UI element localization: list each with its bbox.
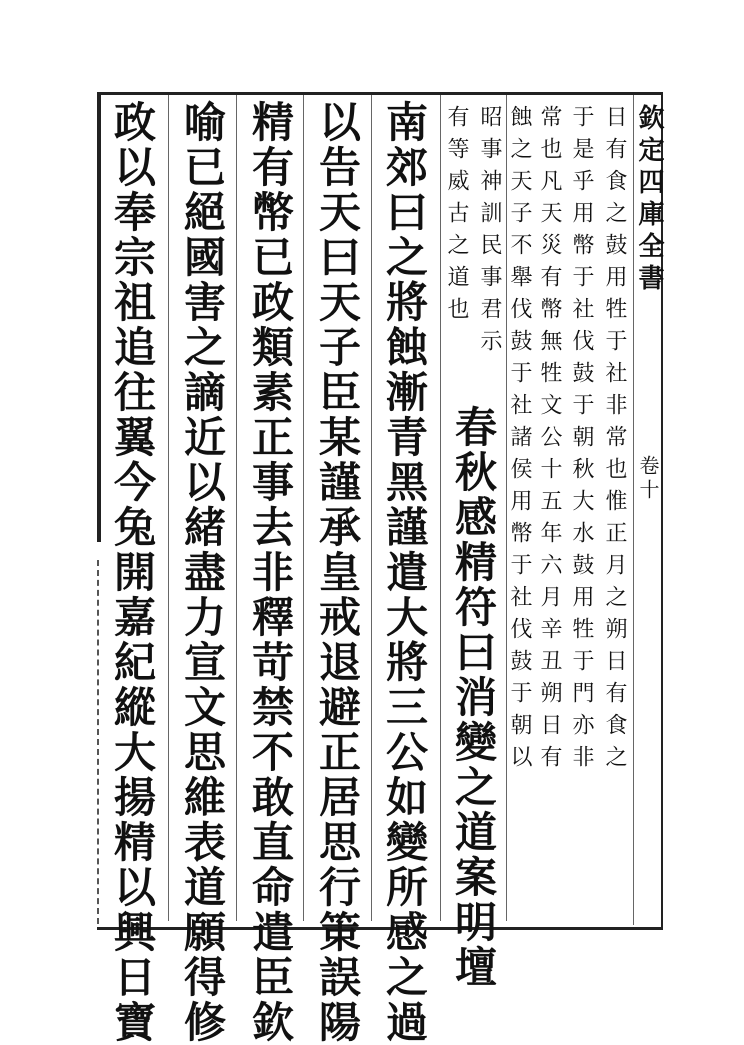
note-column-2: 于是乎用幣于社伐鼓于朝秋大水鼓用牲于門亦非 (569, 105, 594, 777)
chapter-label: 卷十 (636, 455, 660, 503)
book-title: 欽定四庫全書 (634, 104, 664, 296)
column-rule (371, 95, 372, 921)
text-column-3: 精有幣已政類素正事去非釋苛禁不敢直命遣臣欽 (246, 100, 295, 1045)
text-column-1: 政以奉宗祖追往翼今兔開嘉紀縱大揚精以興日寶 (108, 100, 157, 1045)
note-column-5: 昭事神訓民事君示 (477, 105, 502, 361)
note-column-4: 蝕之天子不舉伐鼓于社諸侯用幣于社伐鼓于朝以 (507, 105, 532, 777)
note-column-3: 常也凡天災有幣無牲文公十五年六月辛丑朔日有 (537, 105, 562, 777)
text-column-4: 以告天曰天子臣某謹承皇戒退避正居思行䇿誤陽 (313, 100, 362, 1045)
page-border-left-lower (97, 560, 99, 924)
page-border-left (97, 92, 101, 542)
text-column-6: 春秋感精符曰消變之道案明壇 (449, 405, 498, 990)
text-column-5: 南郊曰之將蝕漸青黑謹遣大將三公如變所感之過 (380, 100, 429, 1045)
column-rule (303, 95, 304, 921)
note-column-1: 日有食之鼓用牲于社非常也惟正月之朔日有食之 (602, 105, 627, 777)
text-column-2: 喻已絕國害之謫近以緒盡力宣文思維表道願得修 (178, 100, 227, 1045)
column-rule (236, 95, 237, 921)
note-column-6: 有等威古之道也 (444, 105, 469, 329)
column-rule (168, 95, 169, 921)
column-rule (440, 95, 441, 921)
